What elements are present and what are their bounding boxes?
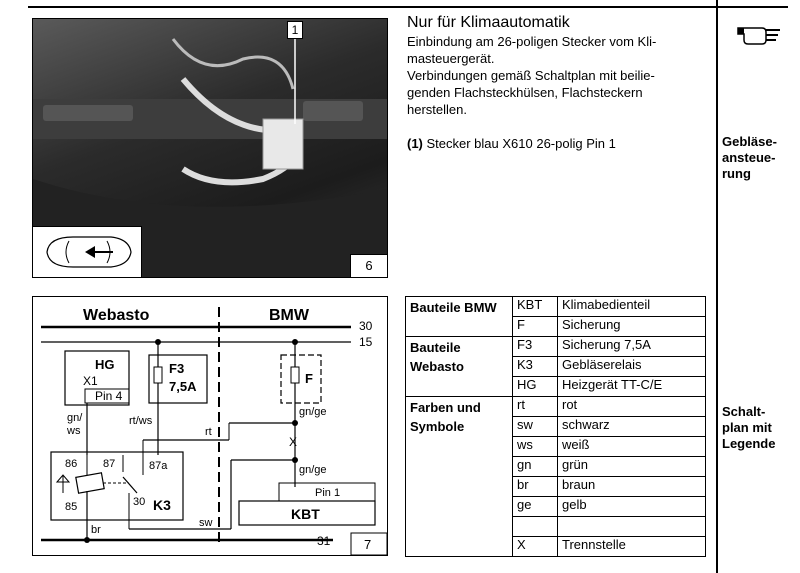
legend-abbreviation: F	[513, 317, 558, 337]
legend-description: rot	[558, 397, 706, 417]
legend-abbreviation: ws	[513, 437, 558, 457]
legend-abbreviation: br	[513, 477, 558, 497]
text-line: masteuergerät.	[407, 51, 495, 66]
legend-group: Bauteile Webasto	[406, 337, 513, 397]
pin4-label: Pin 4	[95, 389, 123, 403]
installation-photo	[32, 18, 388, 278]
wire-sw-label: sw	[199, 517, 213, 529]
legend-description	[558, 517, 706, 537]
text-line: Verbindungen gemäß Schaltplan mit beilie-	[407, 68, 655, 83]
legend-description: Trennstelle	[558, 537, 706, 557]
k3-label: K3	[153, 497, 171, 513]
legend-description: Klimabedienteil	[558, 297, 706, 317]
f-box	[281, 355, 321, 403]
f3-value-label: 7,5A	[169, 379, 197, 394]
legend-description: Sicherung 7,5A	[558, 337, 706, 357]
bmw-title: BMW	[269, 307, 309, 324]
section-title: Nur für Klimaautomatik	[407, 14, 570, 31]
line-30-label: 30	[359, 319, 373, 333]
wiring-diagram	[32, 296, 388, 556]
x1-label: X1	[83, 374, 98, 388]
wire-gn-ge-label-2: gn/ge	[299, 464, 327, 476]
top-rule	[28, 6, 788, 8]
webasto-title: Webasto	[83, 307, 150, 324]
separation-point-x: X	[289, 435, 298, 449]
legend-abbreviation	[513, 517, 558, 537]
legend-group: Bauteile BMW	[406, 297, 513, 337]
legend-description: grün	[558, 457, 706, 477]
instruction-text	[407, 14, 707, 152]
line-15-label: 15	[359, 335, 373, 349]
legend-abbreviation: X	[513, 537, 558, 557]
legend-row	[406, 297, 706, 317]
wire-gn-ws-label-b: ws	[67, 425, 81, 437]
diagram-number: 7	[364, 537, 372, 552]
legend-description: Heizgerät TT-C/E	[558, 377, 706, 397]
legend-group: Farben und Symbole	[406, 397, 513, 557]
wiring-diagram-svg	[33, 297, 387, 555]
pin-87-label: 87	[103, 458, 116, 470]
hg-label: HG	[95, 357, 115, 372]
wire-rt-ws-label: rt/ws	[129, 415, 153, 427]
text-line: herstellen.	[407, 102, 467, 117]
pin-87a-label: 87a	[149, 460, 168, 472]
legend-row	[406, 337, 706, 357]
pin-85-label: 85	[65, 501, 78, 513]
wire-br-label: br	[91, 524, 101, 536]
legend-abbreviation: ge	[513, 497, 558, 517]
legend-abbreviation: gn	[513, 457, 558, 477]
text-line: genden Flachsteckhülsen, Flachsteckern	[407, 85, 643, 100]
text-line: Einbindung am 26-poligen Stecker vom Kli-	[407, 34, 657, 49]
side-heading-schematic: Schalt- plan mit Legende	[722, 404, 776, 451]
legend-description: schwarz	[558, 417, 706, 437]
kbt-label: KBT	[291, 506, 320, 522]
legend-abbreviation: HG	[513, 377, 558, 397]
callout-note: (1) Stecker blau X610 26-polig Pin 1	[407, 136, 616, 151]
pin-30-label: 30	[133, 496, 146, 508]
pointing-hand-icon	[736, 20, 784, 46]
pin-86-label: 86	[65, 458, 78, 470]
legend-row	[406, 397, 706, 417]
legend-abbreviation: K3	[513, 357, 558, 377]
f-label: F	[305, 371, 313, 386]
legend-abbreviation: KBT	[513, 297, 558, 317]
side-heading-blower: Gebläse- ansteue- rung	[722, 134, 777, 181]
legend-description: braun	[558, 477, 706, 497]
photo-callout-1: 1	[287, 21, 303, 39]
car-top-view-icon	[33, 227, 141, 277]
right-column-divider	[716, 0, 718, 573]
legend-description: gelb	[558, 497, 706, 517]
wire-rt-label: rt	[205, 426, 212, 438]
legend-description: weiß	[558, 437, 706, 457]
line-31-label: 31	[317, 534, 331, 548]
pin1-label: Pin 1	[315, 487, 341, 499]
wire-gn-ge-label-1: gn/ge	[299, 406, 327, 418]
legend-abbreviation: sw	[513, 417, 558, 437]
figure-number: 6	[350, 254, 387, 277]
car-location-inset	[33, 226, 142, 277]
wire-gn-ws-label-a: gn/	[67, 412, 83, 424]
legend-abbreviation: F3	[513, 337, 558, 357]
legend-description: Sicherung	[558, 317, 706, 337]
f3-label: F3	[169, 361, 185, 376]
legend-table	[405, 296, 706, 557]
legend-abbreviation: rt	[513, 397, 558, 417]
legend-description: Gebläserelais	[558, 357, 706, 377]
